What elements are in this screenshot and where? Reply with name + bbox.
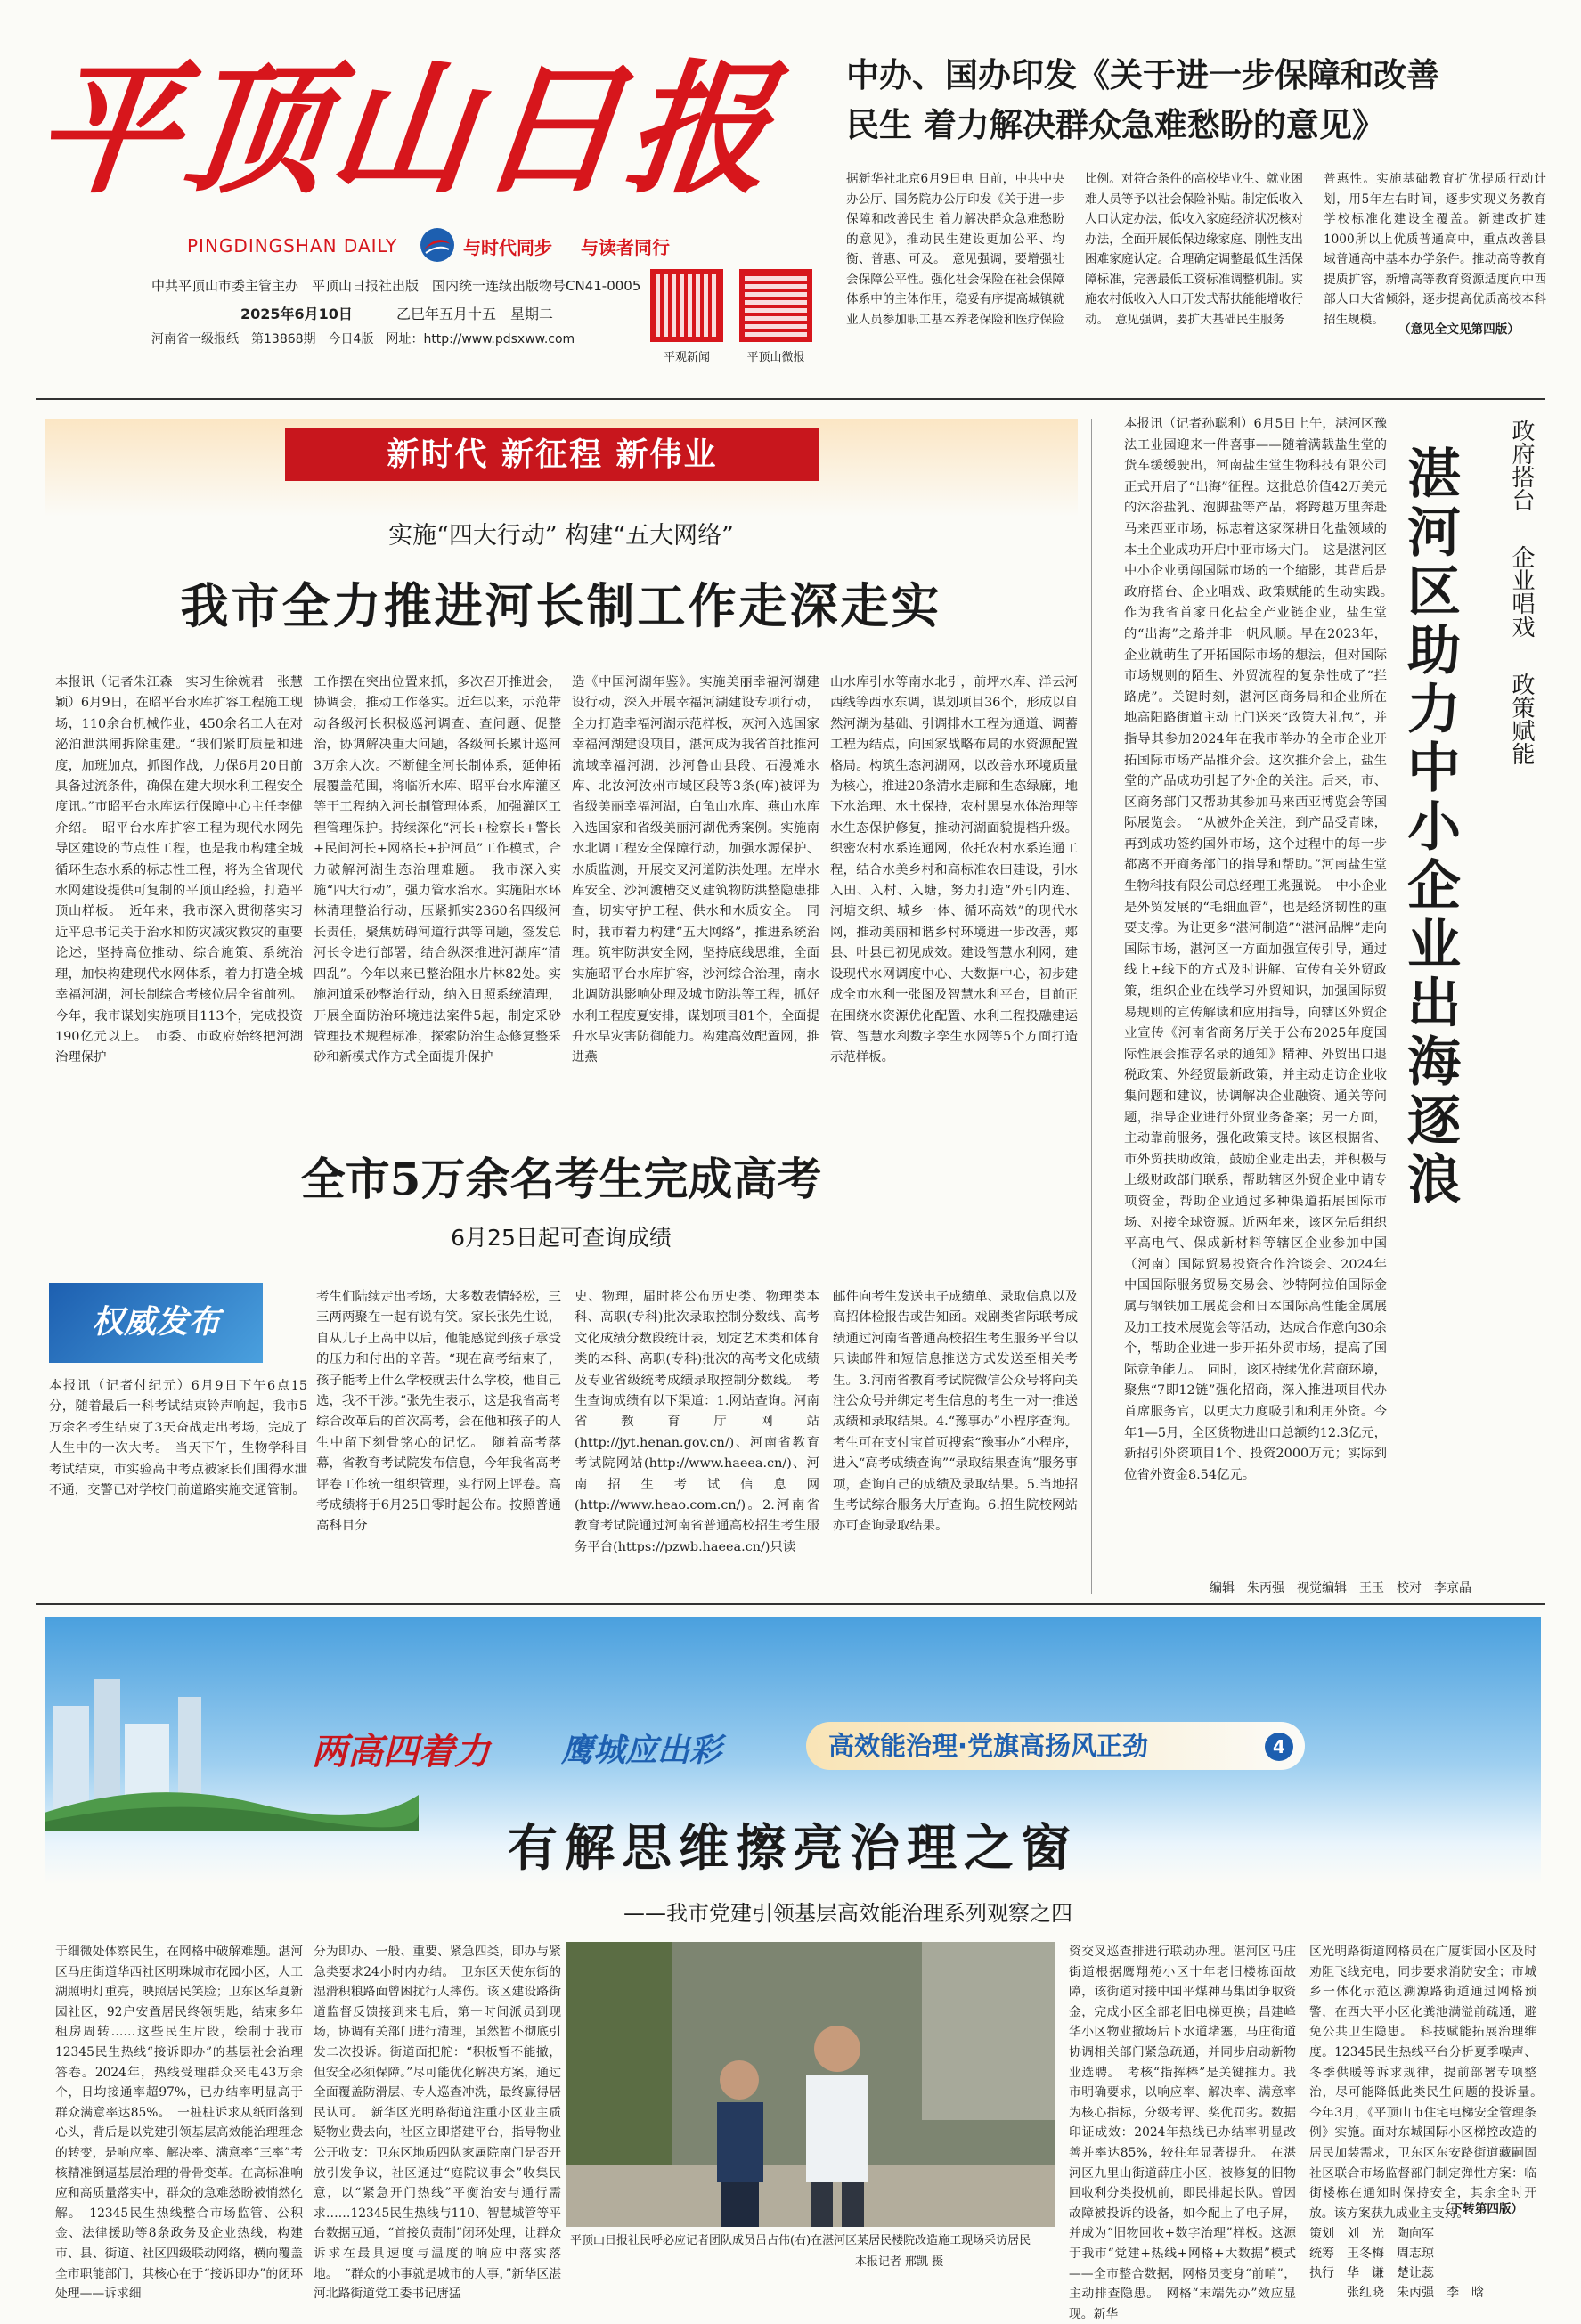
exam-story-headline: 全市5万余名考生完成高考 <box>300 1153 822 1205</box>
governance-continued[interactable]: （下转第四版） <box>1438 2202 1524 2216</box>
qr-code-1-label: 平观新闻 <box>663 351 710 364</box>
zhanhe-side-phrase-2: 企业唱戏 <box>1508 545 1535 638</box>
masthead <box>27 36 819 374</box>
qr-code-2-label: 平顶山微报 <box>746 351 805 364</box>
governance-credits <box>1309 2224 1541 2303</box>
photo-caption: 平顶山日报社民呼必应记者团队成员吕占伟(右)在湛河区某居民楼院改造施工现场采访居民 <box>570 2234 1031 2247</box>
top-story-col-2: 比例。对符合条件的高校毕业生、就业困难人员等予以社会保险补贴。制定低收入人口认定办法，低收入家庭经济状况核对办法，全面开展低保边缘家庭、刚性支出困难家庭认定。合理确定调整最低生活保障标准，完善最低工资标准调整机制。实施农村低收入人口开发式帮扶能能增收行动。 意见强调，要扩大基础民生服务 <box>1085 172 1303 327</box>
river-story-kicker: 实施“四大行动” 构建“五大网络” <box>388 522 734 550</box>
river-story-headline: 我市全力推进河长制工作走深走实 <box>180 577 942 634</box>
top-story-col-3: 普惠性。实施基础教育扩优提质行动计划，用5年左右时间，逐步实现义务教育学校标准化建设全覆盖。新建改扩建1000所以上优质普通高中，重点改善县域普通高中基本办学条件。推动高等教育提质扩容，新增高等教育资源适度向中西部人口大省倾斜，逐步提高优质高校本科招生规模。 <box>1324 172 1546 327</box>
english-name: PINGDINGSHAN DAILY <box>187 235 398 257</box>
section-banner-title: 新时代 新征程 新伟业 <box>387 436 718 473</box>
newspaper-logo: 平顶山日报 <box>27 45 785 213</box>
sponsor-line: 中共平顶山市委主管主办 平顶山日报社出版 国内统一连续出版物号CN41-0005 <box>151 278 641 294</box>
bottom-section-divider <box>36 1603 1545 1605</box>
top-story-continued[interactable]: （意见全文见第四版） <box>1398 322 1520 337</box>
zhanhe-story-body: 本报讯（记者孙聪利）6月5日上午，湛河区豫法工业园迎来一件喜事——随着满载盐生堂的货车缓缓驶出，河南盐生堂生物科技有限公司正式开启了“出海”征程。这批总价值42万美元的沐浴盐乳、泡脚盐等产品，将跨越万里奔赴马来西亚市场，标志着这家深耕日化盐领域的本土企业成功开启中亚市场大门。 这是湛河区中小企业勇闯国际市场的一个缩影，其背后是政府搭台、企业唱戏、政策赋能的生动实践。 作为我省首家日化盐全产业链企业，盐生堂的“出海”之路并非一帆风顺。早在2023年，企业就萌生了开拓国际市场的想法，但对国际市场规则的陌生、外贸流程的复杂性成了“拦路虎”。关键时刻，湛河区商务局和企业所在地高阳路街道主动上门送来“政策大礼包”，并指导其参加2024年在我市举办的全市企业开拓国际市场产品推介会。这次推介会上，盐生堂的产品成功引起了外企的关注。后来，市、区商务部门又帮助其参加马来西亚博览会等国际展览会。 “从被外企关注，到产品受青睐，再到成功签约国外市场，这个过程中的每一步都离不开商务部门的指导和帮助。”河南盐生堂生物科技有限公司总经理王兆强说。 中小企业是外贸发展的“毛细血管”，也是经济韧性的重要支撑。为让更多“湛河制造”“湛河品牌”走向国际市场，湛河区一方面加强宣传引导，通过线上+线下的方式及时讲解、宣传有关外贸政策，组织企业在线学习外贸知识，加强国际贸易规则的宣传解读和应用指导，向辖区外贸企业宣传《河南省商务厅关于公布2025年度国际性展会推荐名录的通知》精神、外贸出口退税政策、外经贸最新政策，并主动走访企业收集问题和建议，协调解决企业融资、通关等问题，指导企业进行外贸业务备案；另一方面，主动靠前服务，强化政策支持。该区根据省、市外贸扶助政策，鼓励企业走出去，并积极与上级财政部门联系，帮助辖区外贸企业申请专项资金，帮助企业通过多种渠道拓展国际市场、对接全球资源。近两年来，该区先后组织平高电气、保成新材料等辖区企业参加中国（河南）国际贸易投资合作洽谈会、2024年中国国际服务贸易交易会、沙特阿拉伯国际金属与钢铁加工展览会和日本国际高性能金属展及加工技术展览会等活动，达成合作意向30余个，帮助企业进一步开拓外贸市场，提高了国际竞争能力。 同时，该区持续优化营商环境，聚焦“7即12链”强化招商，深入推进项目代办首席服务官，以更大力度吸引和利用外资。今年1—5月，全区货物进出口总额约12.3亿元，新招引外资项目1个、投资2000万元；实际到位省外资金8.54亿元。 <box>1124 417 1400 1482</box>
governance-col-3: 资交叉巡查排进行联动办理。湛河区马庄街道根据鹰翔苑小区十年老旧楼栋面故障，该街道对接中国平煤神马集团争取资金，完成小区全部老旧电梯更换；昌建峰华小区物业撤场后下水道堵塞，马庄街道协调相关部门紧急疏通，并同步启动新物业选聘。 考核“指挥棒”是关键推力。我市明确要求，以响应率、解决率、满意率为核心指标，分级考评、奖优罚劣。数据印证成效：2024年热线已办结率明显改善并率达85%，较往年显著提升。 在湛河区九里山街道薛庄小区，被修复的旧物回收利分类投机前，即民排起长队。曾因故障被投诉的设备，如今配上了电子屏，并成为“旧物回收+数字治理”样板。这源于我市“党建+热线+网格+大数据”模式——全市整合数据，网格员变身“前哨”，主动排查隐患。 网格“末端先办”效应显现。新华 <box>1069 1945 1296 2321</box>
lunar-date: 乙巳年五月十五 星期二 <box>396 306 554 322</box>
top-story-headline-1: 中办、国办印发《关于进一步保障和改善 <box>846 55 1439 94</box>
top-story-col-1: 据新华社北京6月9日电 日前，中共中央办公厅、国务院办公厅印发《关于进一步保障和改善民生 着力解决群众急难愁盼的意见》，推动民生建设更加公平、均衡、普惠、可及。 意见强调，要增强社会保障公平性。强化社会保险在社会保障体系中的主体作用，稳妥有序提高城镇就业人员参加职工基本养老保险和医疗保险 <box>846 172 1064 327</box>
governance-story-subhead: ——我市党建引领基层高效能治理系列观察之四 <box>623 1901 1072 1926</box>
credit-line: 张红晓 朱丙强 李 晗 <box>1309 2286 1484 2300</box>
governance-story-headline: 有解思维擦亮治理之窗 <box>508 1819 1078 1878</box>
banner-brand-2: 鹰城应出彩 <box>561 1732 722 1769</box>
masthead-divider <box>36 398 1545 400</box>
right-column-divider <box>1091 419 1092 1594</box>
banner-series: 高效能治理·党旗高扬风正劲 <box>828 1731 1149 1761</box>
credit-line: 执行 华 谦 楚让蕊 <box>1309 2266 1434 2280</box>
banner-brand-1: 两高四着力 <box>312 1731 490 1773</box>
exam-story-subhead: 6月25日起可查询成绩 <box>451 1225 672 1251</box>
zhanhe-credits: 编辑 朱丙强 视觉编辑 王玉 校对 李京晶 <box>1210 1581 1471 1595</box>
river-story-col-3: 造《中国河湖年鉴》。实施美丽幸福河湖建设行动，深入开展幸福河湖建设专项行动，全力打造幸福河湖示范样板，灰河入选国家幸福河湖建设项目，湛河成为我省首批推河流域幸福河湖，沙河鲁山县段、石漫滩水库、北汝河汝州市域区段等3条(库)被评为省级美丽幸福河湖，白龟山水库、燕山水库入选国家和省级美丽河湖优秀案例。实施南水北调工程安全保障行动，加强水源保护、水质监测，开展交叉河道防洪处理。左岸水库安全、沙河渡槽交叉建筑物防洪整隐患排查，切实守护工程、供水和水质安全。 同时，我市着力构建“五大网络”，推进系统治理。筑牢防洪安全网，坚持底线思维，全面实施昭平台水库扩容，沙河综合治理，南水北调防洪影响处理及城市防洪等工程，抓好水利工程度夏安排，谋划项目81个，全面提升水旱灾害防御能力。构建高效配置网，推进燕 <box>572 675 819 1065</box>
exam-story-col-4: 邮件向考生发送电子成绩单、录取信息以及高招体检报告或告知函。戏剧类省际联考成绩通过河南省普通高校招生考生服务平台以只读邮件和短信息推送方式发送至相关考生。3.河南省教育考试院微信公众号将向关注公众号并绑定考生信息的考生一对一推送成绩和录取结果。4.“豫事办”小程序查询。考生可在支付宝首页搜索“豫事办”小程序，进入“高考成绩查询”“录取结果查询”服务事项，查询自己的成绩及录取结果。5.当地招生考试综合服务大厅查询。6.招生院校网站亦可查询录取结果。 <box>833 1290 1078 1534</box>
credit-line: 统筹 王冬梅 周志琼 <box>1309 2247 1434 2261</box>
slogan-2: 与读者同行 <box>581 237 670 258</box>
top-story <box>846 53 1550 374</box>
top-story-headline-2: 民生 着力解决群众急难愁盼的意见》 <box>846 105 1385 144</box>
photo-credit: 本报记者 邢凯 摄 <box>855 2255 944 2269</box>
exam-story-col-2: 考生们陆续走出考场，大多数表情轻松，三三两两聚在一起有说有笑。家长张先生说，自从儿子上高中以后，他能感觉到孩子承受的压力和付出的辛苦。“现在高考结束了，孩子能考上什么学校就去什么学校，他自己选，我不干涉。”张先生表示，这是我省高考综合改革后的首次高考，会在他和孩子的人生中留下刻骨铭心的记忆。 随着高考落幕，省教育考试院发布信息，今年我省高考评卷工作统一组织管理，实行网上评卷。高考成绩将于6月25日零时起公布。按照普通高科目分 <box>316 1290 561 1534</box>
news-photo[interactable] <box>566 1942 1055 2227</box>
exam-story-col-3: 史、物理，届时将公布历史类、物理类本科、高职(专科)批次录取控制分数线、高考文化成绩分数段统计表，划定艺术类和体育类的本科、高职(专科)批次的高考文化成绩及专业省级统考成绩录取控制分数线。 考生查询成绩有以下渠道：1.网站查询。河南省教育厅网站(http://jyt.henan.gov.cn/)、河南省教育考试院网站(http://www.haeea.cn/)、河南招生考试信息网(http://www.heao.com.cn/)。2.河南省教育考试院通过河南省普通高校招生考生服务平台(https://pzwb.haeea.cn/)只读 <box>575 1290 819 1554</box>
badge-label: 权威发布 <box>91 1304 220 1341</box>
issue-meta: 河南省一级报纸 第13868期 今日4版 网址：http://www.pdsxww.com <box>151 332 575 347</box>
river-story-col-4: 山水库引水等南水北引，前坪水库、洋云河西线等西水东调，谋划项目36个，形成以自然河湖为基础、引调排水工程为通道、调蓄工程为结点，向国家战略布局的水资源配置格局。构筑生态河湖网，以改善水环境质量为核心，推进20条清水走廊和生态绿廊，地下水治理、水土保持，农村黑臭水体治理等水生态保护修复，推动河湖面貌提档升级。织密农村水系连通网，依托农村水系连通工程，结合水美乡村和高标准农田建设，引水入田、入村、入塘，努力打造“外引内连、河塘交织、城乡一体、循环高效”的现代水网，推动美丽和谐乡村环境进一步改善，郏县、叶县已初见成效。建设智慧水利网，建设现代水网调度中心、大数据中心，初步建成全市水利一张图及智慧水利平台，目前正在围绕水资源优化配置、水利工程投融建运管、智慧水利数字孪生水网等5个方面打造示范样板。 <box>830 675 1078 1065</box>
emblem-icon <box>419 226 456 264</box>
zhanhe-story-headline: 湛河区助力中小企业出海逐浪 <box>1398 445 1461 1210</box>
river-story-col-1: 本报讯（记者朱江森 实习生徐婉君 张慧颖）6月9日，在昭平台水库扩容工程施工现场，110余台机械作业，450余名工人在对泌泊泄洪闸拆除重建。“我们紧盯质量和进度，加班加点，抓图作战，力保6月20日前具备过流条件，确保在建大坝水利工程安全度讯。”市昭平台水库运行保障中心主任李健介绍。 昭平台水库扩容工程为现代水网先导区建设的节点性工程，也是我市构建全城循环生态水系的标志性工程，将为全省现代水网建设提供可复制的平顶山经验，打造平顶山样板。 近年来，我市深入贯彻落实习近平总书记关于治水和防灾减灾救灾的重要论述，坚持高位推动、综合施策、系统治理，加快构建现代水网体系，着力打造全城幸福河湖，河长制综合考核位居全省前列。今年，我市谋划实施项目113个，完成投资190亿元以上。 市委、市政府始终把河湖治理保护 <box>55 675 303 1065</box>
authoritative-release-badge <box>49 1283 263 1363</box>
exam-story-col-1: 本报讯（记者付纪元）6月9日下午6点15分，随着最后一科考试结束铃声响起，我市5万余名考生结束了3天奋战走出考场，完成了人生中的一次大考。 当天下午，生物学科目考试结束，市实验高中考点被家长们围得水泄不通，交警已对学校门前道路实施交通管制。 <box>49 1379 307 1498</box>
qr-code-1[interactable] <box>650 269 723 342</box>
governance-col-1: 于细微处体察民生，在网格中破解难题。湛河区马庄街道华西社区明珠城市花园小区，人工湖照明灯重亮，映照居民笑脸；卫东区华夏新园社区，92户安置居民终领钥匙，结束多年租房周转……这些民生片段，绘制于我市12345民生热线“接诉即办”的基层社会治理答卷。2024年，热线受理群众来电43万余个，日均接通率超97%，已办结率明显高于群众满意率达85%。 一桩桩诉求从纸面落到心头，背后是以党建引领基层高效能治理理念的转变，是响应率、解决率、满意率“三率”考核精准倒逼基层治理的骨骨变革。在高标准响应和高质量落实中，群众的急难愁盼被悄然化解。 12345民生热线整合市场监管、公积金、法律援助等8条政务及企业热线，构建市、县、街道、社区四级联动网络，横向覆盖全市职能部门，其核心在于“接诉即办”的闭环处理——诉求细 <box>55 1945 303 2302</box>
slogan-1: 与时代同步 <box>463 237 552 258</box>
zhanhe-side-phrase-1: 政府搭台 <box>1508 419 1535 511</box>
qr-code-2[interactable] <box>739 269 812 342</box>
governance-col-2: 分为即办、一般、重要、紧急四类，即办与紧急类要求24小时内办结。 卫东区天使东街的湿滑积粮路面曾困扰行人摔伤。该区建设路街道监督反馈接到来电后，第一时间派员到现场，协调有关部门进行清理，虽然暂不彻底引发二次投诉。街道面把舵：“积板暂不能撤，但安全必须保障。”尽可能优化解决方案，通过全面覆盖防滑层、专人巡查冲洗，最终赢得居民认可。 新华区光明路街道注重小区业主质疑物业费去向，社区立即搭建平台，指导物业公开收支：卫东区地质四队家属院南门是否开放引发争议，社区通过“庭院议事会”收集民意，以“紧急开门热线”平衡治安与通行需求……12345民生热线与110、智慧城管等平台数据互通，“首接负责制”闭环处理，让群众诉求在最具速度与温度的响应中落实落地。 “群众的小事就是城市的大事，”新华区湛河北路街道党工委书记唐猛 <box>314 1945 561 2302</box>
governance-col-4: 区光明路街道网格员在广厦街园小区及时劝阻飞线充电，同步要求消防安全；市城乡一体化示范区溯源路街道通过网格预警，在西大平小区化粪池满溢前疏通，避免公共卫生隐患。 科技赋能拓展治理维度。12345民生热线平台分析夏季噪声、冬季供暖等诉求规律，提前部署专项整治，尽可能降低此类民生问题的投诉量。 今年3月，《平顶山市住宅电梯安全管理条例》实施。面对东城国际小区梯控改造的居民加装需求，卫东区东安路街道藏嗣固社区联合市场监督部门制定弹性方案：临街楼栋在通知时保持安全，其余全时开放。该方案获九成业主支持。 <box>1309 1945 1549 2221</box>
issue-date: 2025年6月10日 <box>240 306 353 322</box>
banner-series-number: 4 <box>1265 1733 1293 1761</box>
river-story-col-2: 工作摆在突出位置来抓，多次召开推进会，协调会，推动工作落实。近年以来，示范带动各级河长积极巡河调查、查问题、促整治，协调解决重大问题，各级河长累计巡河3万余人次。不断健全河长制体系，延伸拓展覆盖范围，将临沂水库、昭平台水库灌区等干工程纳入河长制管理体系，加强灌区工程管理保护。持续深化“河长+检察长+警长+民间河长+网格长+护河员”工作模式，合力破解河湖生态治理难题。 我市深入实施“四大行动”，强力管水治水。实施阳水环林清理整治行动，压紧抓实2360名四级河长责任，聚焦妨碍河道行洪等问题，签发总河长令进行部署，结合纵深推进河湖库“清四乱”。今年以来已整治阻水片林82处。实施河道采砂整治行动，纳入日照系统清理，开展全面防治环境违法案件5起，制定采砂管理技术规程标准，探索防治生态修复整采砂和新模式作方式全面提升保护 <box>314 675 561 1065</box>
zhanhe-side-phrase-3: 政策赋能 <box>1508 673 1535 765</box>
credit-line: 策划 刘 光 陶向军 <box>1309 2227 1434 2241</box>
section-banner <box>45 419 1078 517</box>
